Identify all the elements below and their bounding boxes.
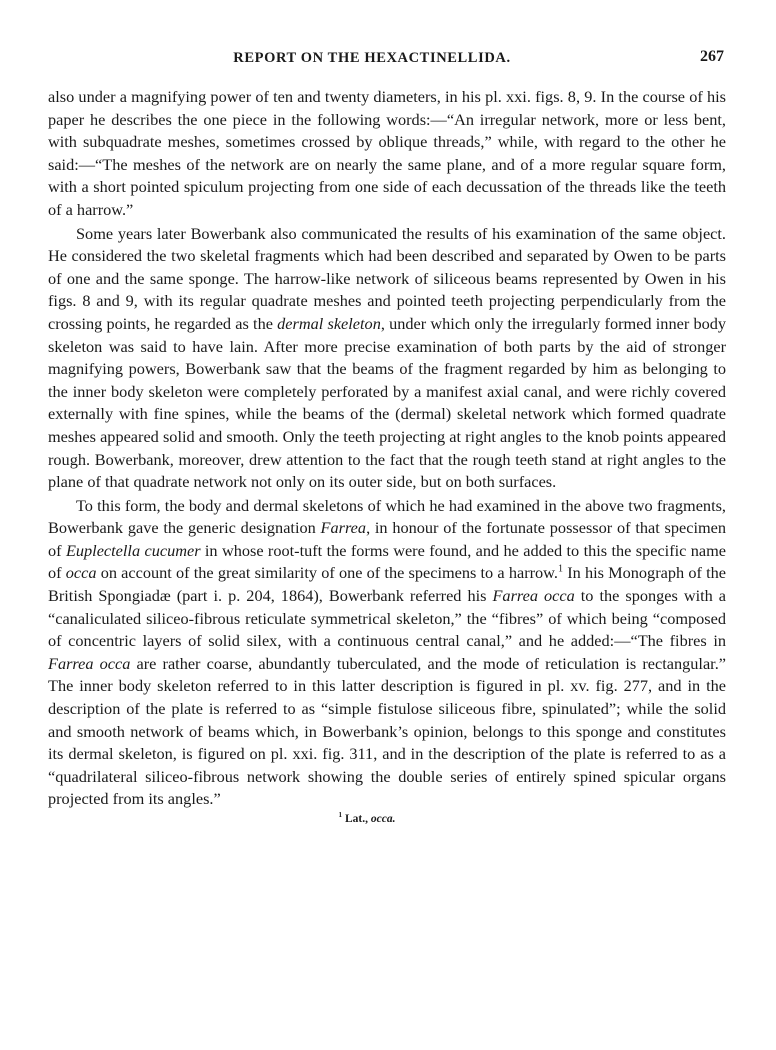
body-text — [48, 86, 726, 811]
italic-term: occa — [65, 563, 97, 583]
footnote-reference: 1 — [557, 564, 563, 576]
italic-term: Farrea occa — [492, 586, 575, 606]
italic-term: Farrea occa — [48, 653, 131, 673]
footnote-word: occa. — [370, 813, 396, 825]
paragraph — [48, 223, 726, 494]
italic-term: Euplectella cucumer — [65, 540, 201, 560]
paragraph — [48, 86, 726, 222]
text-run: in whose root-tuft the forms were found, and he added to this the specific name of — [48, 540, 726, 583]
text-run: also under a magnifying power of ten and twenty diameters, in his pl. xxi. figs. 8, 9. In the course of his paper he describes the one piece in the following words:—“An irregular network, more or less bent, with subquadrate meshes, sometimes crossed by oblique threads,” while, with regard to the other he said:—“The meshes of the network are on nearly the same plane, and of a more regular square form, with a short pointed spiculum projecting from one side of each decussation of the threads like the teeth of a harrow.” — [48, 87, 726, 219]
text-run: , under which only the irregularly formed inner body skeleton was said to have lain. After more precise examination of both parts by the aid of stronger magnifying powers, Bowerbank saw that the beams of the fragment regarded by him as belonging to the inner body skeleton were completely perforated by a manifest axial canal, and were richly covered externally with fine spines, while the beams of the (dermal) skeletal network which formed quadrate meshes appeared solid and smooth. Only the teeth projecting at right angles to the knob points appeared rough. Bowerbank, moreover, drew attention to the fact that the rough teeth stand at right angles to the plane of that quadrate network not only on its outer side, but on both surfaces. — [48, 313, 727, 492]
text-run: In his Monograph of the British Spongiadæ (part i. p. 204, 1864), Bowerbank referred his — [48, 563, 726, 606]
text-run: on account of the great similarity of one of the specimens to a harrow. — [96, 563, 558, 583]
running-title: REPORT ON THE HEXACTINELLIDA. — [233, 50, 511, 66]
text-run: are rather coarse, abundantly tuberculated, and the mode of reticulation is rectangular.” The inner body skeleton referred to in this latter description is figured in pl. xv. fig. 277, and in the description of the plate is referred to as “simple fistulose siliceous fibre, spinulated”; while the solid and smooth network of beams which, in Bowerbank’s opinion, belongs to this sponge and constitutes its dermal skeleton, is figured on pl. xxi. fig. 311, and in the description of the plate is referred to as a “quadrilateral siliceo-fibrous network showing the double series of entirely spined spicular organs projected from its angles.” — [48, 653, 727, 809]
italic-term: Farrea — [320, 518, 367, 538]
page-header — [48, 40, 726, 70]
footnote — [48, 813, 726, 825]
italic-term: dermal skeleton — [277, 313, 381, 333]
page-number: 267 — [700, 48, 724, 65]
footnote-label: Lat., — [344, 813, 368, 825]
text-run: To this form, the body and dermal skeletons of which he had examined in the above two fragments, Bowerbank gave the generic designation — [48, 495, 726, 538]
text-run: to the sponges with a “canaliculated siliceo-fibrous reticulate symmetrical skeleton,” the “fibres” of which being “composed of concentric layers of solid silex, with a continuous central canal,” and he added:—“The fibres in — [48, 586, 727, 651]
document-page — [48, 40, 726, 825]
paragraph — [48, 495, 726, 811]
footnote-marker: 1 — [338, 811, 343, 820]
text-run: , in honour of the fortunate possessor of that specimen of — [48, 518, 726, 560]
text-run: Some years later Bowerbank also communicated the results of his examination of the same object. He considered the two skeletal fragments which had been described and separated by Owen to be parts of one and the same sponge. The harrow-like network of siliceous beams represented by Owen in his figs. 8 and 9, with its regular quadrate meshes and pointed teeth projecting perpendicularly from the crossing points, he regarded as the — [48, 223, 726, 333]
